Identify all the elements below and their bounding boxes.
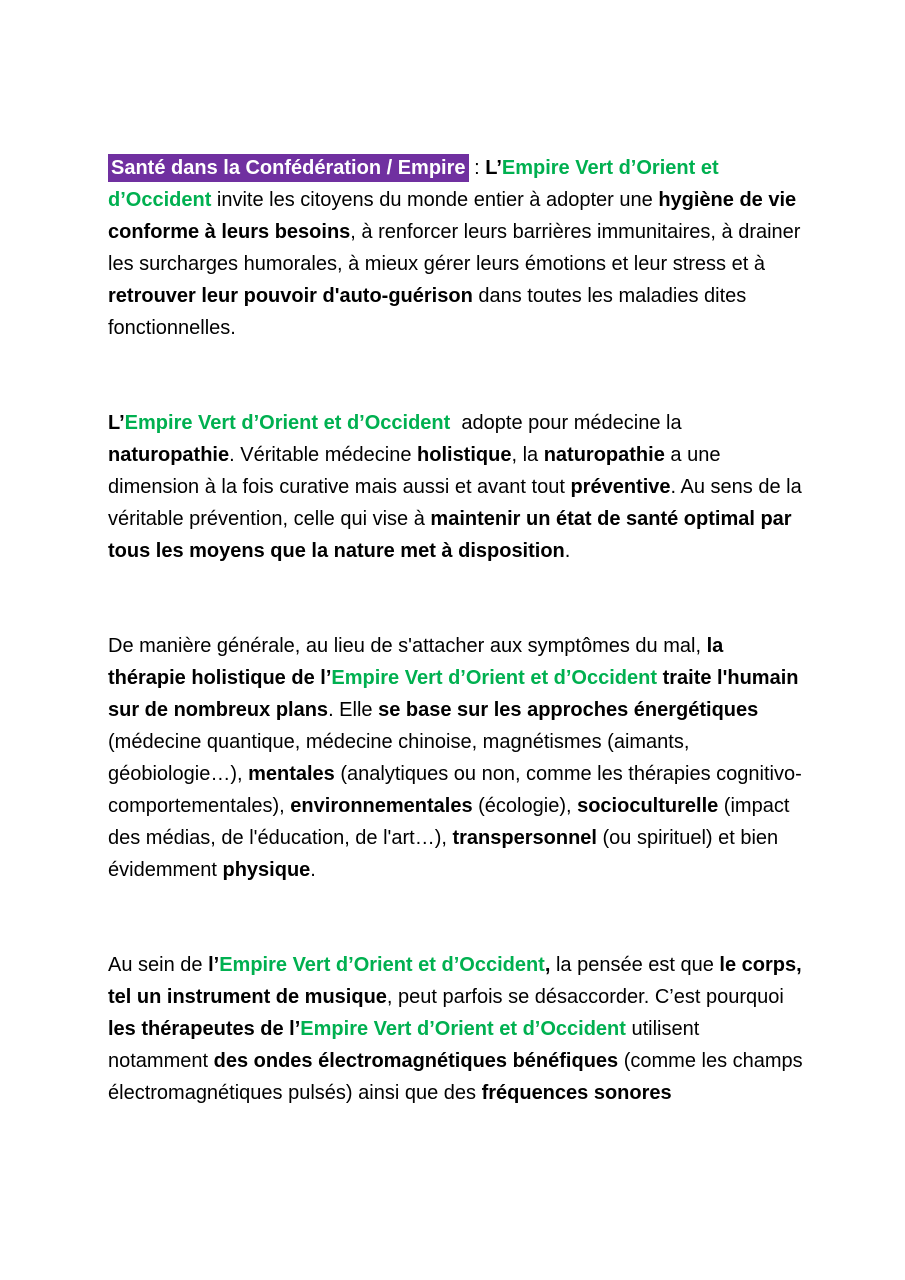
text-run-bold: le corps, tel un instrument de musique	[108, 954, 808, 1008]
text-run-bold: hygiène de vie conforme à leurs besoins	[108, 189, 802, 243]
document-content	[108, 152, 809, 1109]
text-run-bold: l’	[208, 954, 220, 976]
text-run-bold: la thérapie holistique de l’	[108, 635, 729, 689]
paragraph-therapie-holistique	[108, 630, 803, 886]
text-run-regular: adopte pour médecine la	[450, 412, 688, 434]
paragraph-naturopathie	[108, 407, 808, 567]
text-run-bold: traite l'humain sur de nombreux plans	[108, 667, 805, 721]
text-run-regular: . Elle	[328, 699, 379, 721]
text-run-highlight: Santé dans la Confédération / Empire	[108, 154, 469, 182]
text-run-bold: transpersonnel	[452, 827, 597, 849]
text-run-bold: naturopathie	[108, 444, 230, 466]
text-run-regular: a une dimension à la fois curative mais aussi et avant tout	[108, 444, 727, 498]
text-run-regular: .	[310, 859, 316, 881]
text-run-bold: mentales	[248, 763, 335, 785]
text-run-green: Empire Vert d’Orient et d’Occident	[124, 412, 451, 434]
text-run-regular: :	[468, 157, 486, 179]
text-run-bold: des ondes électromagnétiques bénéfiques	[213, 1050, 619, 1072]
text-run-green: Empire Vert d’Orient et d’Occident	[108, 157, 725, 211]
text-run-green: Empire Vert d’Orient et d’Occident	[300, 1018, 626, 1040]
text-run-regular: dans toutes les maladies dites fonctionnelles.	[108, 285, 752, 339]
text-run-bold: L’	[108, 412, 125, 434]
text-run-bold: maintenir un état de santé optimal par tous les moyens que la nature met à disposition	[108, 508, 798, 562]
text-run-green: Empire Vert d’Orient et d’Occident	[219, 954, 545, 976]
text-run-bold: naturopathie	[543, 444, 665, 466]
text-run-regular: (analytiques ou non, comme les thérapies cognitivo-comportementales),	[108, 763, 802, 817]
text-run-regular: (ou spirituel) et bien évidemment	[108, 827, 784, 881]
paragraph-corps-instrument	[108, 949, 809, 1109]
text-run-regular: (médecine quantique, médecine chinoise, magnétismes (aimants, géobiologie…),	[108, 699, 764, 785]
text-run-green: Empire Vert d’Orient et d’Occident	[331, 667, 658, 689]
text-run-regular: .	[564, 540, 571, 562]
text-run-regular: , la	[511, 444, 544, 466]
text-run-bold: socioculturelle	[577, 795, 719, 817]
text-run-regular: la pensée est que	[550, 954, 720, 976]
text-run-bold: environnementales	[290, 795, 473, 817]
text-run-bold: physique	[222, 859, 311, 881]
text-run-regular: (comme les champs électromagnétiques pulsés) ainsi que des	[108, 1050, 809, 1104]
text-run-regular: , peut parfois se désaccorder. C’est pourquoi	[386, 986, 790, 1008]
text-run-regular: (écologie),	[472, 795, 578, 817]
text-run-regular: De manière générale, au lieu de s'attacher aux symptômes du mal,	[108, 635, 707, 657]
text-run-bold: ,	[544, 954, 551, 976]
text-run-bold: les thérapeutes de l’	[108, 1018, 301, 1040]
paragraph-sante-confederation	[108, 152, 807, 344]
text-run-bold: fréquences sonores	[481, 1082, 672, 1104]
text-run-bold: holistique	[417, 444, 512, 466]
text-run-regular: . Au sens de la véritable prévention, celle qui vise à	[108, 476, 808, 530]
text-run-regular: . Véritable médecine	[229, 444, 418, 466]
text-run-bold: retrouver leur pouvoir d'auto-guérison	[108, 285, 473, 307]
text-run-regular: , à renforcer leurs barrières immunitaires, à drainer les surcharges humorales, à mieux gérer leurs émotions et leur stress et à	[108, 221, 807, 275]
text-run-regular: (impact des médias, de l'éducation, de l'art…),	[108, 795, 795, 849]
text-run-bold: L’	[485, 157, 502, 179]
text-run-regular: utilisent notamment	[108, 1018, 705, 1072]
text-run-bold: se base sur les approches énergétiques	[378, 699, 759, 721]
text-run-regular: invite les citoyens du monde entier à adopter une	[211, 189, 659, 211]
text-run-regular: Au sein de	[108, 954, 209, 976]
text-run-bold: préventive	[570, 476, 671, 498]
